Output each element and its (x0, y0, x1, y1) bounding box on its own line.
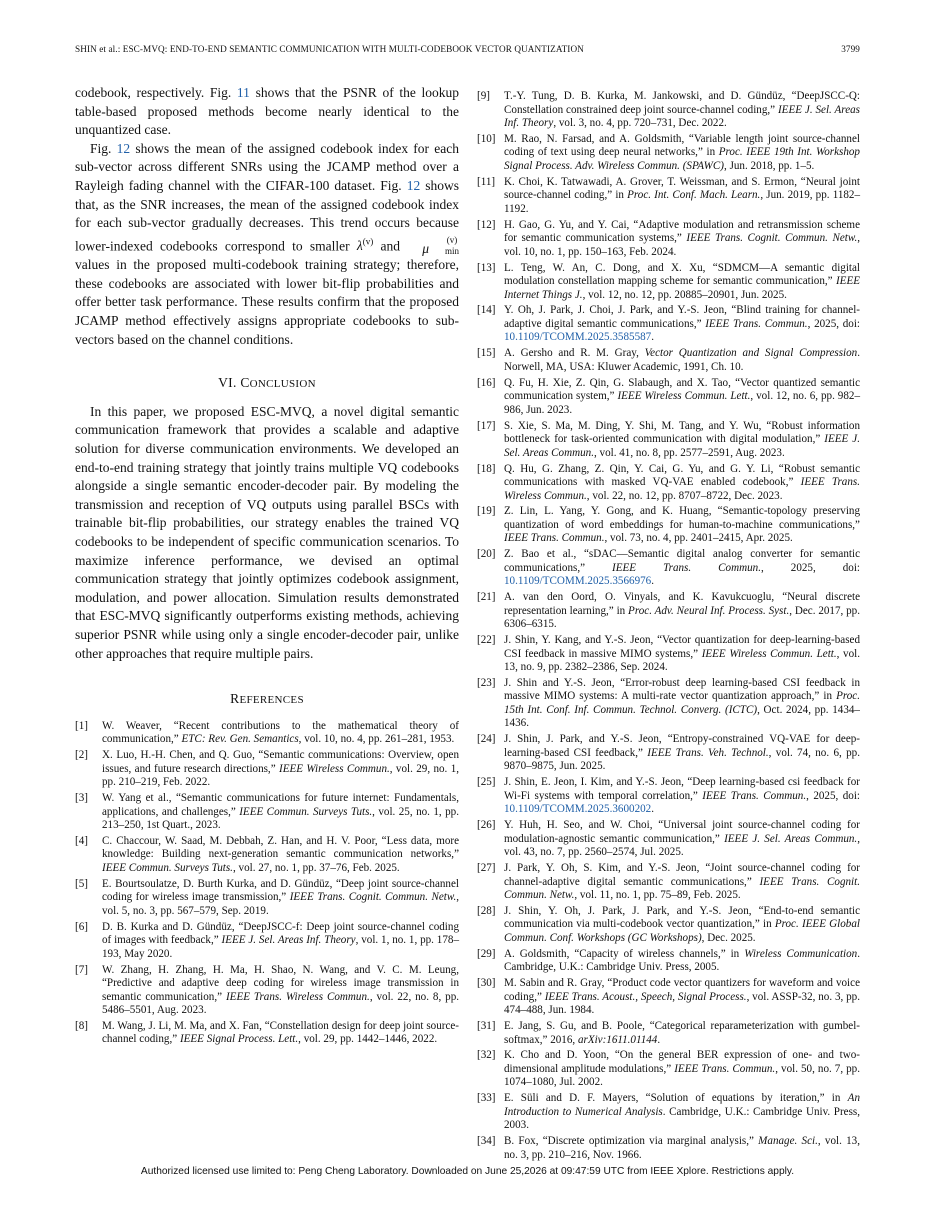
reference-item (75, 749, 459, 790)
reference-number: [24] (477, 733, 496, 746)
reference-authors-title: E. Bourtsoulatze, D. Burth Kurka, and D. Gündüz, “Deep joint source-channel coding for wireless image transmission,” (102, 877, 459, 904)
reference-details: . (657, 1033, 661, 1046)
reference-text (504, 776, 860, 817)
math-superscript: (v) (446, 235, 458, 246)
reference-item (477, 862, 860, 903)
reference-item (477, 548, 860, 589)
reference-venue: IEEE Commun. Surveys Tuts. (239, 805, 373, 818)
reference-number: [4] (75, 834, 88, 847)
reference-number: [1] (75, 719, 88, 732)
reference-text (504, 977, 860, 1018)
reference-venue: IEEE Trans. Commun. (702, 789, 807, 802)
reference-authors-title: W. Weaver, “Recent contributions to the mathematical theory of communication,” (102, 719, 459, 746)
reference-item (477, 819, 860, 860)
text-run: shows the mean of the assigned codebook index for each sub-vector across different SNRs using the JCAMP method over a Rayleigh fading channel with the CIFAR-100 dataset. Fig. (75, 140, 459, 193)
reference-text (102, 921, 459, 962)
reference-details: , vol. 27, no. 1, pp. 37–76, Feb. 2025. (232, 861, 400, 874)
reference-number: [30] (477, 977, 496, 990)
reference-list-right (477, 90, 860, 1165)
reference-item (477, 977, 860, 1018)
reference-item (477, 262, 860, 303)
reference-item (477, 1049, 860, 1090)
reference-venue: IEEE Trans. Cognit. Commun. Netw. (686, 232, 858, 245)
reference-venue: Vector Quantization and Signal Compression (644, 347, 858, 360)
reference-authors-title: J. Shin and Y.-S. Jeon, “Error-robust deep learning-based CSI feedback in massive MIMO systems: A multi-rate vector quantization approach,” in (504, 676, 860, 703)
text-run: and (373, 238, 408, 254)
reference-item (477, 219, 860, 260)
reference-number: [14] (477, 304, 496, 317)
reference-number: [32] (477, 1049, 496, 1062)
reference-item (477, 776, 860, 817)
reference-authors-title: B. Fox, “Discrete optimization via marginal analysis,” (504, 1135, 759, 1148)
reference-text (102, 792, 459, 833)
reference-item (75, 964, 459, 1018)
doi-link[interactable]: 10.1109/TCOMM.2025.3585587 (504, 331, 652, 344)
reference-text (504, 463, 860, 504)
reference-text (504, 505, 860, 546)
reference-authors-title: K. Cho and D. Yoon, “On the general BER expression of one- and two-dimensional amplitude modulations,” (504, 1049, 860, 1075)
reference-text (504, 1020, 860, 1047)
reference-number: [15] (477, 347, 496, 360)
reference-venue: Proc. Adv. Neural Inf. Process. Syst. (628, 604, 790, 617)
reference-details: , vol. 12, no. 12, pp. 20885–20901, Jun. 2025. (582, 288, 787, 301)
reference-authors-title: J. Shin, J. Park, and Y.-S. Jeon, “Entropy-constrained VQ-VAE for deep-learning-based CSI feedback,” (504, 733, 860, 759)
reference-number: [23] (477, 676, 496, 689)
reference-authors-title: D. B. Kurka and D. Gündüz, “DeepJSCC-f: Deep joint source-channel coding of images with feedback,” (102, 920, 459, 947)
text-run: shows that, as the SNR increases, the mean of the assigned codebook index for each sub-vector gradually decreases. This trend occurs because lower-indexed codebooks correspond to smaller (75, 177, 459, 254)
reference-number: [22] (477, 634, 496, 647)
reference-venue: Proc. 15th Int. Conf. Inf. Commun. Technol. Converg. (ICTC) (504, 690, 860, 716)
reference-details: . Norwell, MA, USA: Kluwer Academic, 1991, Ch. 10. (504, 347, 861, 373)
reference-details: , vol. 5, no. 3, pp. 567–579, Sep. 2019. (102, 891, 459, 917)
reference-details: , vol. 12, no. 6, pp. 982–986, Jun. 2023. (504, 390, 860, 416)
figure-link[interactable]: 12 (406, 177, 421, 193)
reference-authors-title: W. Yang et al., “Semantic communications for future internet: Fundamentals, applications, and challenges,” (102, 792, 459, 818)
reference-text (504, 1049, 860, 1090)
reference-text (504, 1135, 860, 1162)
heading-rest: ONCLUSION (249, 378, 316, 391)
reference-number: [28] (477, 904, 496, 917)
reference-item (75, 835, 459, 876)
reference-number: [29] (477, 947, 496, 960)
reference-venue: IEEE J. Sel. Areas Inf. Theory (221, 934, 356, 947)
reference-venue: IEEE Internet Things J. (504, 275, 860, 301)
reference-venue: IEEE Wireless Commun. Lett. (701, 647, 837, 660)
reference-authors-title: J. Shin, E. Jeon, I. Kim, and Y.-S. Jeon, “Deep learning-based csi feedback for Wi-Fi systems with temporal correlation,” (504, 776, 860, 802)
reference-details: , vol. 25, no. 1, pp. 213–250, 1st Quart., 2023. (102, 805, 459, 831)
reference-number: [2] (75, 749, 88, 762)
reference-text (504, 347, 860, 374)
reference-details: , vol. ASSP-32, no. 3, pp. 474–488, Jun. 1984. (504, 990, 860, 1017)
reference-text (102, 964, 459, 1018)
reference-text (504, 176, 860, 217)
body-paragraph (75, 84, 459, 140)
heading-initial: C (240, 375, 250, 391)
left-column (75, 84, 459, 1049)
reference-venue: IEEE Wireless Commun. Lett. (617, 390, 751, 403)
running-title: SHIN et al.: ESC-MVQ: END-TO-END SEMANTIC COMMUNICATION WITH MULTI-CODEBOOK VECTOR QUANTIZATION (75, 44, 584, 54)
reference-venue: Proc. Int. Conf. Mach. Learn. (627, 189, 761, 202)
reference-authors-title: Z. Lin, L. Yang, Y. Gong, and K. Huang, “Semantic-topology preserving quantization of word embeddings for human-to-machine communications,” (504, 505, 860, 531)
reference-authors-title: J. Park, Y. Oh, S. Kim, and Y.-S. Jeon, “Joint source-channel coding for channel-adaptive digital semantic communications,” (504, 862, 860, 888)
reference-text (504, 733, 860, 774)
reference-item (477, 634, 860, 675)
reference-item (75, 720, 459, 747)
reference-authors-title: H. Gao, G. Yu, and Y. Cai, “Adaptive modulation and retransmission scheme for semantic communication systems,” (504, 218, 860, 245)
reference-item (477, 420, 860, 461)
reference-number: [21] (477, 591, 496, 604)
reference-text (504, 377, 860, 418)
reference-text (102, 1020, 459, 1047)
reference-details: , vol. 29, no. 1, pp. 210–219, Feb. 2022. (102, 762, 460, 789)
math-mu-min (407, 235, 459, 257)
reference-details: , vol. 13, no. 3, pp. 210–216, Nov. 1966. (504, 1135, 860, 1161)
math-superscript: (v) (362, 236, 374, 247)
reference-number: [11] (477, 175, 496, 188)
reference-item (477, 133, 860, 174)
reference-authors-title: Y. Oh, J. Park, J. Choi, J. Park, and Y.-S. Jeon, “Blind training for channel-adaptive digital semantic communications,” (504, 304, 860, 330)
reference-text (102, 720, 459, 747)
reference-details: , Dec. 2025. (701, 931, 756, 944)
reference-authors-title: M. Sabin and R. Gray, “Product code vector quantizers for waveform and voice coding,” (504, 977, 860, 1003)
reference-item (477, 591, 860, 632)
reference-item (477, 1135, 860, 1162)
reference-authors-title: C. Chaccour, W. Saad, M. Debbah, Z. Han, and H. V. Poor, “Less data, more knowledge: Building next-generation semantic communication networks,” (102, 834, 459, 861)
reference-details: , 2025, doi: (807, 317, 860, 330)
reference-venue: IEEE Trans. Wireless Commun. (504, 476, 860, 502)
reference-item (477, 733, 860, 774)
reference-details: , vol. 3, no. 4, pp. 720–731, Dec. 2022. (553, 117, 727, 129)
reference-details: , vol. 1, no. 1, pp. 178–193, May 2020. (102, 934, 459, 960)
reference-item (477, 1020, 860, 1047)
reference-details: , vol. 43, no. 7, pp. 2560–2574, Jul. 2025. (504, 832, 860, 859)
reference-details: . Cambridge, U.K.: Cambridge Univ. Press, 2003. (504, 1105, 860, 1132)
reference-authors-title: A. Goldsmith, “Capacity of wireless channels,” in (504, 947, 745, 960)
reference-venue: Proc. IEEE 19th Int. Workshop Signal Process. Adv. Wireless Commun. (SPAWC) (504, 146, 860, 172)
math-lambda (357, 238, 373, 253)
reference-number: [17] (477, 419, 496, 432)
reference-authors-title: S. Xie, S. Ma, M. Ding, Y. Shi, M. Tang, and Y. Wu, “Robust information bottleneck for task-oriented communication with digital modulation,” (504, 419, 860, 446)
reference-authors-title: J. Shin, Y. Kang, and Y.-S. Jeon, “Vector quantization for deep-learning-based CSI feedback in massive MIMO systems,” (504, 634, 860, 660)
reference-number: [8] (75, 1019, 88, 1032)
reference-number: [19] (477, 505, 496, 518)
reference-text (102, 835, 459, 876)
reference-text (102, 749, 459, 790)
reference-venue: IEEE Trans. Veh. Technol. (647, 746, 769, 759)
reference-venue: IEEE Commun. Surveys Tuts. (102, 861, 233, 874)
reference-venue: IEEE Signal Process. Lett. (179, 1033, 299, 1046)
reference-item (477, 176, 860, 217)
reference-number: [31] (477, 1020, 496, 1033)
reference-item (477, 505, 860, 546)
reference-details: , 2025, doi: (760, 561, 860, 574)
section-number: VI. (218, 375, 241, 391)
reference-text (102, 878, 459, 919)
reference-item (477, 463, 860, 504)
page-number: 3799 (841, 44, 860, 54)
conclusion-paragraph: In this paper, we proposed ESC-MVQ, a novel digital semantic communication framework that provides a scalable and adaptive solution for diverse communication environments. We developed an end-to-end training strategy that jointly trains multiple VQ codebooks alongside a single semantic encoder-decoder pair. By modeling the transmission and reception of VQ outputs using parallel BSCs with trainable bit-flip probabilities, our strategy enables the trained VQ codebooks to be independent of specific communication scenarios. To maximize inference performance, we devised an optimal communication strategy that jointly optimizes codebook assignment, modulation, and power allocation. Simulation results demonstrated that ESC-MVQ significantly outperforms existing methods, achieving superior PSNR while using only a single encoder-decoder pair, unlike other approaches that require multiple pairs. (75, 403, 459, 661)
reference-text (504, 905, 860, 946)
reference-text (504, 591, 860, 632)
reference-number: [9] (477, 90, 490, 102)
reference-number: [5] (75, 877, 88, 890)
figure-link[interactable]: 12 (116, 140, 131, 156)
reference-details: , Dec. 2017, pp. 6306–6315. (504, 604, 860, 631)
reference-details: , vol. 22, no. 12, pp. 8707–8722, Dec. 2023. (586, 489, 783, 502)
reference-text (504, 420, 860, 461)
reference-text (504, 90, 860, 131)
reference-number: [26] (477, 819, 496, 832)
reference-tail: . (651, 331, 654, 344)
reference-item (75, 921, 459, 962)
reference-venue: IEEE Trans. Cognit. Commun. Netw. (289, 891, 457, 904)
reference-venue: ETC: Rev. Gen. Semantics (181, 733, 299, 746)
reference-number: [18] (477, 462, 496, 475)
reference-authors-title: W. Zhang, H. Zhang, H. Ma, H. Shao, N. Wang, and V. C. M. Leung, “Predictive and adaptive deep coding for wireless image transmission in semantic communication,” (102, 963, 459, 1003)
text-run: values in the proposed multi-codebook training strategy; therefore, these codebooks are associated with lower bit-flip probabilities and offer better task performance. These results confirm that the proposed JCAMP method effectively assigns appropriate codebooks to sub-vectors based on the channel conditions. (75, 257, 459, 347)
reference-authors-title: K. Choi, K. Tatwawadi, A. Grover, T. Weissman, and S. Ermon, “Neural joint source-channel coding,” in (504, 175, 860, 202)
reference-authors-title: Y. Huh, H. Seo, and W. Choi, “Universal joint source-channel coding for modulation-agnostic semantic communication,” (504, 819, 860, 845)
reference-venue: IEEE Trans. Commun. (674, 1062, 776, 1075)
reference-details: , Jun. 2018, pp. 1–5. (724, 159, 815, 172)
reference-authors-title: A. van den Oord, O. Vinyals, and K. Kavukcuoglu, “Neural discrete representation learning,” in (504, 591, 860, 617)
reference-item (477, 905, 860, 946)
text-run: shows that the PSNR of the lookup table-based proposed methods become nearly identical to the unquantized case. (75, 85, 459, 138)
reference-number: [33] (477, 1092, 496, 1105)
reference-text (504, 219, 860, 260)
reference-text (504, 677, 860, 731)
reference-text (504, 634, 860, 675)
reference-authors-title: X. Luo, H.-H. Chen, and Q. Guo, “Semantic communications: Overview, open issues, and future research directions,” (102, 749, 459, 775)
reference-authors-title: T.-Y. Tung, D. B. Kurka, M. Jankowski, and D. Gündüz, “DeepJSCC-Q: Constellation constrained deep joint source-channel coding,” (504, 90, 860, 116)
reference-venue: Wireless Communication (744, 947, 858, 960)
reference-text (504, 948, 860, 975)
reference-details: , 2025, doi: (806, 789, 860, 802)
reference-venue: An Introduction to Numerical Analysis (504, 1092, 860, 1118)
figure-link[interactable]: 11 (236, 85, 250, 100)
doi-link[interactable]: 10.1109/TCOMM.2025.3566976 (504, 575, 652, 588)
heading-initial: R (230, 691, 240, 707)
reference-number: [12] (477, 218, 496, 231)
reference-details: , vol. 73, no. 4, pp. 2401–2415, Apr. 2025. (604, 532, 793, 545)
reference-number: [13] (477, 261, 496, 274)
reference-authors-title: E. Jang, S. Gu, and B. Poole, “Categorical reparameterization with gumbel-softmax,” 2016, (504, 1020, 860, 1046)
reference-details: , vol. 50, no. 7, pp. 1074–1080, Jul. 2002. (504, 1062, 861, 1089)
reference-item (477, 677, 860, 731)
reference-item (477, 304, 860, 345)
math-symbol: μ (422, 241, 429, 257)
reference-text (504, 819, 860, 860)
doi-link[interactable]: 10.1109/TCOMM.2025.3600202 (504, 803, 652, 816)
reference-authors-title: Q. Fu, H. Xie, Z. Qin, G. Slabaugh, and X. Tao, “Vector quantized semantic communication system,” (504, 376, 860, 403)
reference-number: [6] (75, 920, 88, 933)
reference-venue: Proc. IEEE Global Commun. Conf. Workshops (GC Workshops) (504, 918, 860, 944)
reference-item (477, 377, 860, 418)
reference-tail: . (651, 803, 654, 816)
reference-number: [16] (477, 376, 496, 389)
reference-authors-title: M. Wang, J. Li, M. Ma, and X. Fan, “Constellation design for deep joint source-channel coding,” (102, 1019, 459, 1046)
body-paragraph (75, 140, 459, 349)
reference-text (504, 262, 860, 303)
reference-number: [27] (477, 862, 496, 875)
reference-number: [25] (477, 776, 496, 789)
reference-text (504, 133, 860, 174)
reference-number: [34] (477, 1135, 496, 1148)
reference-authors-title: J. Shin, Y. Oh, J. Park, J. Park, and Y.-S. Jeon, “End-to-end semantic communication via multi-codebook vector quantization,” in (504, 904, 860, 931)
reference-venue: IEEE J. Sel. Areas Commun. (724, 832, 858, 845)
reference-authors-title: E. Süli and D. F. Mayers, “Solution of equations by iteration,” in (504, 1092, 848, 1105)
math-symbol: λ (356, 238, 363, 254)
reference-venue: IEEE J. Sel. Areas Commun. (504, 433, 861, 459)
reference-authors-title: Q. Hu, G. Zhang, Z. Qin, Y. Cai, G. Yu, and G. Y. Li, “Robust semantic communications with masked VQ-VAE enabled codebook,” (504, 462, 860, 489)
reference-details: , vol. 11, no. 1, pp. 75–89, Feb. 2025. (574, 889, 741, 902)
reference-item (477, 1092, 860, 1133)
reference-text (504, 1092, 860, 1133)
reference-details: , vol. 74, no. 6, pp. 9870–9875, Jun. 2025. (504, 746, 860, 773)
reference-venue: Manage. Sci. (758, 1135, 818, 1148)
running-header (75, 44, 860, 58)
heading-rest: EFERENCES (239, 694, 304, 707)
reference-number: [20] (477, 548, 496, 561)
reference-details: , Oct. 2024, pp. 1434–1436. (504, 703, 860, 730)
reference-text (504, 548, 860, 589)
reference-details: . Cambridge, U.K.: Cambridge Univ. Press, 2005. (504, 947, 860, 974)
reference-details: , vol. 41, no. 8, pp. 2577–2591, Aug. 2023. (593, 446, 785, 459)
math-subscript: min (444, 246, 459, 257)
reference-tail: . (651, 575, 654, 588)
text-run: codebook, respectively. Fig. (75, 85, 237, 100)
reference-venue: IEEE Trans. Wireless Commun. (225, 990, 370, 1003)
reference-details: , vol. 13, no. 9, pp. 2382–2386, Sep. 2024. (504, 647, 860, 674)
reference-venue: IEEE Wireless Commun. (279, 762, 390, 775)
reference-venue: IEEE Trans. Cognit. Commun. Netw. (504, 875, 860, 902)
reference-authors-title: Z. Bao et al., “sDAC—Semantic digital analog converter for semantic communications,” (504, 548, 860, 574)
reference-venue: IEEE J. Sel. Areas Inf. Theory (504, 103, 860, 129)
reference-authors-title: A. Gersho and R. M. Gray, (504, 347, 645, 360)
reference-item (75, 792, 459, 833)
section-heading-conclusion (75, 374, 459, 394)
reference-details: , vol. 22, no. 8, pp. 5486–5501, Aug. 2023. (102, 990, 460, 1017)
reference-venue: IEEE Trans. Acoust., Speech, Signal Process. (544, 990, 747, 1003)
reference-venue: IEEE Trans. Commun. (705, 317, 808, 330)
reference-item (477, 90, 860, 131)
reference-item (75, 1020, 459, 1047)
reference-number: [7] (75, 963, 88, 976)
license-footer: Authorized licensed use limited to: Peng Cheng Laboratory. Downloaded on June 25,2026 at 09:47:59 UTC from IEEE Xplore. Restrictions apply. (140, 1166, 795, 1177)
reference-authors-title: L. Teng, W. An, C. Dong, and X. Xu, “SDMCM—A semantic digital modulation constellation mapping scheme for semantic communication,” (504, 261, 860, 288)
reference-venue: arXiv:1611.01144 (577, 1033, 658, 1046)
reference-number: [10] (477, 132, 496, 145)
reference-item (477, 347, 860, 374)
reference-details: , vol. 10, no. 1, pp. 150–163, Feb. 2024. (504, 232, 860, 258)
reference-venue: IEEE Trans. Commun. (504, 532, 605, 545)
reference-text (504, 304, 860, 345)
reference-list-left (75, 720, 459, 1047)
text-run: Fig. (90, 140, 117, 156)
reference-item (477, 948, 860, 975)
reference-details: , Jun. 2019, pp. 1182–1192. (504, 189, 861, 215)
reference-number: [3] (75, 792, 88, 804)
reference-item (75, 878, 459, 919)
reference-authors-title: M. Rao, N. Farsad, and A. Goldsmith, “Variable length joint source-channel coding of text using deep neural networks,” in (504, 132, 860, 159)
reference-details: , vol. 10, no. 4, pp. 261–281, 1953. (298, 733, 455, 746)
reference-venue: IEEE Trans. Commun. (612, 561, 761, 574)
reference-text (504, 862, 860, 903)
references-heading (75, 690, 459, 710)
reference-details: , vol. 29, pp. 1442–1446, 2022. (298, 1033, 438, 1046)
